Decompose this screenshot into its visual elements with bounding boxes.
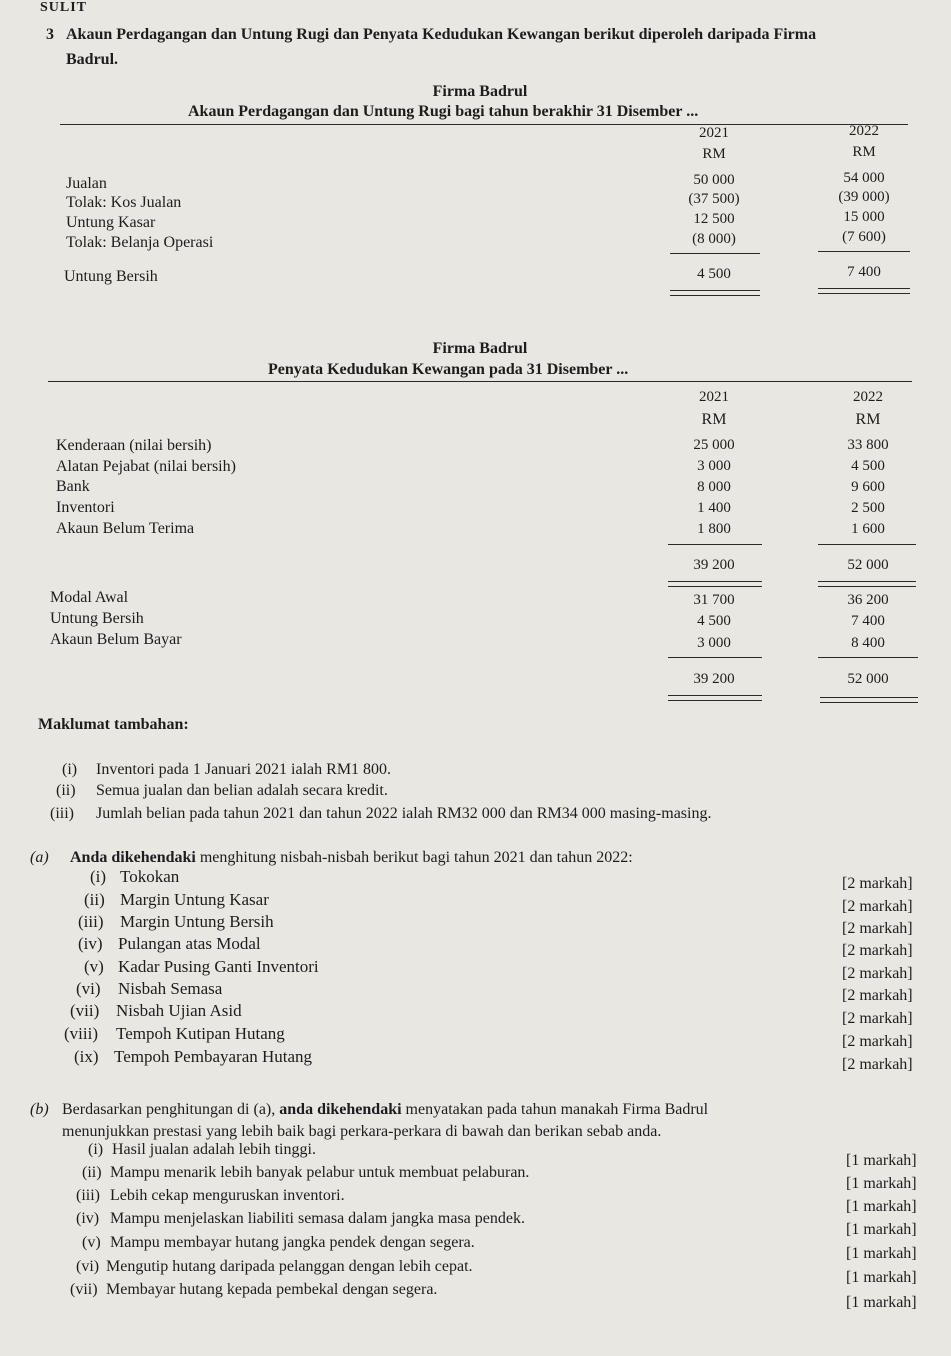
part-a-item-text: Pulangan atas Modal — [118, 934, 261, 953]
asset-row-label: Bank — [56, 478, 90, 495]
balance-col-unit-2022: RM — [855, 411, 881, 428]
trading-subtotal-rule — [670, 253, 760, 254]
part-a-item-text: Kadar Pusing Ganti Inventori — [118, 957, 319, 976]
part-b-line1-start: Berdasarkan penghitungan di (a), — [62, 1101, 276, 1118]
equity-row-value-2022: 36 200 — [847, 592, 889, 608]
part-b-item-text: Mampu menjelaskan liabiliti semasa dalam jangka masa pendek. — [110, 1210, 525, 1227]
trading-account-title: Akaun Perdagangan dan Untung Rugi bagi tahun berakhir 31 Disember ... — [188, 103, 699, 120]
part-b-item-marks: [1 markah] — [846, 1221, 917, 1238]
equity-total-2022: 52 000 — [847, 671, 889, 687]
part-b-item-text: Mengutip hutang daripada pelanggan dengan lebih cepat. — [106, 1258, 473, 1275]
balance-col-year-2021: 2021 — [699, 389, 729, 405]
trading-col-unit-2022: RM — [852, 144, 876, 160]
trading-row-value-2021: 50 000 — [693, 172, 735, 188]
part-a-item-number: (ix) — [74, 1047, 99, 1066]
info-item-text: Inventori pada 1 Januari 2021 ialah RM1 800. — [96, 761, 392, 778]
equity-row-value-2021: 4 500 — [697, 613, 731, 629]
part-b-item-number: (ii) — [82, 1164, 102, 1181]
trading-subtotal-rule — [818, 251, 910, 252]
part-a-item-marks: [2 markah] — [842, 1010, 913, 1027]
equity-row-value-2021: 3 000 — [697, 635, 731, 651]
asset-row-value-2021: 1 800 — [697, 521, 731, 537]
trading-row-value-2022: 7 400 — [847, 264, 881, 280]
info-item-number: (ii) — [56, 782, 76, 799]
assets-total-double-rule — [668, 581, 762, 587]
balance-sheet-title: Penyata Kedudukan Kewangan pada 31 Disember ... — [268, 361, 629, 378]
trading-row-value-2021: 12 500 — [693, 211, 735, 227]
trading-firm-name: Firma Badrul — [432, 83, 528, 100]
asset-row-value-2022: 4 500 — [851, 458, 885, 474]
part-a-item-number: (iv) — [78, 934, 103, 953]
assets-total-2022: 52 000 — [847, 557, 889, 573]
asset-row-value-2021: 1 400 — [697, 500, 731, 516]
part-a-item-number: (viii) — [64, 1024, 98, 1043]
balance-col-unit-2021: RM — [701, 411, 727, 428]
equity-subtotal-rule — [668, 657, 762, 658]
trading-row-value-2022: (39 000) — [838, 189, 890, 205]
info-item-text: Jumlah belian pada tahun 2021 dan tahun 2022 ialah RM32 000 dan RM34 000 masing-masing. — [96, 805, 712, 822]
part-a-instruction-rest: menghitung nisbah-nisbah berikut bagi tahun 2021 dan tahun 2022: — [199, 849, 633, 866]
info-item-number: (i) — [62, 761, 78, 778]
asset-row-label: Inventori — [56, 499, 115, 516]
part-a-item-marks: [2 markah] — [842, 1056, 913, 1073]
part-b-line1-bold: anda dikehendaki — [279, 1101, 402, 1118]
trading-total-double-rule — [818, 288, 910, 294]
asset-row-label: Kenderaan (nilai bersih) — [56, 437, 212, 454]
equity-subtotal-rule — [818, 657, 918, 658]
part-b-item-marks: [1 markah] — [846, 1175, 917, 1192]
part-b-item-number: (vi) — [76, 1258, 100, 1275]
info-item-text: Semua jualan dan belian adalah secara kredit. — [96, 782, 388, 799]
trading-row-label: Tolak: Belanja Operasi — [66, 234, 214, 251]
assets-subtotal-rule — [668, 544, 762, 545]
trading-row-value-2021: (37 500) — [688, 191, 740, 207]
part-a-item-number: (iii) — [78, 912, 104, 931]
part-b-item-text: Mampu menarik lebih banyak pelabur untuk membuat pelaburan. — [110, 1164, 530, 1181]
part-a-item-number: (ii) — [84, 890, 105, 909]
trading-row-value-2022: (7 600) — [842, 229, 886, 245]
part-b-item-text: Mampu membayar hutang jangka pendek dengan segera. — [110, 1234, 475, 1251]
part-b-item-number: (iii) — [76, 1187, 100, 1204]
trading-title-rule — [60, 124, 908, 125]
asset-row-label: Akaun Belum Terima — [56, 520, 195, 537]
part-a-item-marks: [2 markah] — [842, 920, 913, 937]
balance-title-rule — [48, 381, 912, 382]
trading-total-double-rule — [670, 290, 760, 296]
asset-row-value-2022: 2 500 — [851, 500, 885, 516]
part-b-label: (b) — [30, 1101, 49, 1118]
part-a-item-number: (i) — [90, 867, 107, 886]
part-b-item-marks: [1 markah] — [846, 1294, 917, 1311]
part-a-item-text: Tokokan — [120, 867, 180, 886]
part-a-item-text: Margin Untung Bersih — [120, 912, 274, 931]
part-a-item-marks: [2 markah] — [842, 875, 913, 892]
equity-row-value-2022: 8 400 — [851, 635, 885, 651]
part-a-item-number: (vi) — [76, 979, 101, 998]
asset-row-value-2022: 1 600 — [851, 521, 885, 537]
assets-total-2021: 39 200 — [693, 557, 735, 573]
equity-row-label: Akaun Belum Bayar — [50, 631, 182, 648]
part-b-item-marks: [1 markah] — [846, 1269, 917, 1286]
part-b-item-number: (iv) — [76, 1210, 100, 1227]
equity-row-value-2021: 31 700 — [693, 592, 735, 608]
equity-total-2021: 39 200 — [693, 671, 735, 687]
part-a-item-marks: [2 markah] — [842, 898, 913, 915]
asset-row-label: Alatan Pejabat (nilai bersih) — [56, 458, 236, 475]
trading-row-value-2021: (8 000) — [692, 231, 736, 247]
part-b-item-number: (i) — [88, 1141, 104, 1158]
asset-row-value-2021: 3 000 — [697, 458, 731, 474]
trading-col-year-2021: 2021 — [699, 125, 729, 141]
assets-total-double-rule — [818, 581, 916, 587]
part-b-item-text: Hasil jualan adalah lebih tinggi. — [112, 1141, 316, 1158]
equity-row-label: Untung Bersih — [50, 610, 144, 627]
part-a-item-marks: [2 markah] — [842, 987, 913, 1004]
balance-firm-name: Firma Badrul — [432, 340, 528, 357]
equity-total-double-rule — [820, 697, 918, 703]
asset-row-value-2022: 33 800 — [847, 437, 889, 453]
sulit-label: SULIT — [40, 0, 88, 15]
part-a-item-text: Tempoh Pembayaran Hutang — [114, 1047, 313, 1066]
asset-row-value-2021: 25 000 — [693, 437, 735, 453]
part-b-item-number: (v) — [82, 1234, 101, 1251]
trading-row-label: Tolak: Kos Jualan — [66, 194, 182, 211]
part-a-item-text: Margin Untung Kasar — [120, 890, 269, 909]
equity-row-label: Modal Awal — [50, 589, 129, 606]
trading-col-unit-2021: RM — [702, 146, 726, 162]
part-b-item-marks: [1 markah] — [846, 1245, 917, 1262]
part-a-label: (a) — [30, 849, 49, 866]
equity-total-double-rule — [668, 695, 762, 701]
question-number: 3 — [46, 26, 54, 43]
question-intro-line1: Akaun Perdagangan dan Untung Rugi dan Penyata Kedudukan Kewangan berikut diperoleh daripada Firma — [66, 26, 817, 43]
balance-col-year-2022: 2022 — [853, 389, 883, 405]
asset-row-value-2022: 9 600 — [851, 479, 885, 495]
question-intro-line2: Badrul. — [66, 51, 119, 68]
part-b-line1-end: menyatakan pada tahun manakah Firma Badrul — [405, 1101, 709, 1118]
trading-row-label: Untung Kasar — [66, 214, 156, 231]
part-a-item-number: (vii) — [70, 1001, 100, 1020]
part-a-instruction — [70, 849, 633, 867]
trading-row-label: Jualan — [66, 175, 107, 192]
asset-row-value-2021: 8 000 — [697, 479, 731, 495]
part-b-item-marks: [1 markah] — [846, 1152, 917, 1169]
equity-row-value-2022: 7 400 — [851, 613, 885, 629]
trading-col-year-2022: 2022 — [849, 123, 879, 139]
trading-row-label: Untung Bersih — [64, 268, 158, 285]
part-a-instruction-bold: Anda dikehendaki — [70, 849, 196, 866]
part-a-item-text: Nisbah Semasa — [118, 979, 223, 998]
additional-info-heading: Maklumat tambahan: — [38, 716, 189, 733]
part-b-item-number: (vii) — [70, 1281, 98, 1298]
part-a-item-marks: [2 markah] — [842, 1033, 913, 1050]
part-b-item-marks: [1 markah] — [846, 1198, 917, 1215]
assets-subtotal-rule — [818, 544, 916, 545]
info-item-number: (iii) — [50, 805, 74, 822]
trading-row-value-2022: 54 000 — [843, 170, 885, 186]
part-a-item-number: (v) — [84, 957, 104, 976]
part-b-instruction-line1 — [62, 1101, 708, 1119]
trading-row-value-2022: 15 000 — [843, 209, 885, 225]
part-a-item-text: Nisbah Ujian Asid — [116, 1001, 242, 1020]
part-b-instruction-line2: menunjukkan prestasi yang lebih baik bagi perkara-perkara di bawah dan berikan sebab anda. — [62, 1123, 662, 1140]
part-a-item-text: Tempoh Kutipan Hutang — [116, 1024, 285, 1043]
trading-row-value-2021: 4 500 — [697, 266, 731, 282]
part-a-item-marks: [2 markah] — [842, 965, 913, 982]
part-a-item-marks: [2 markah] — [842, 942, 913, 959]
part-b-item-text: Lebih cekap menguruskan inventori. — [110, 1187, 345, 1204]
part-b-item-text: Membayar hutang kepada pembekal dengan segera. — [106, 1281, 438, 1298]
